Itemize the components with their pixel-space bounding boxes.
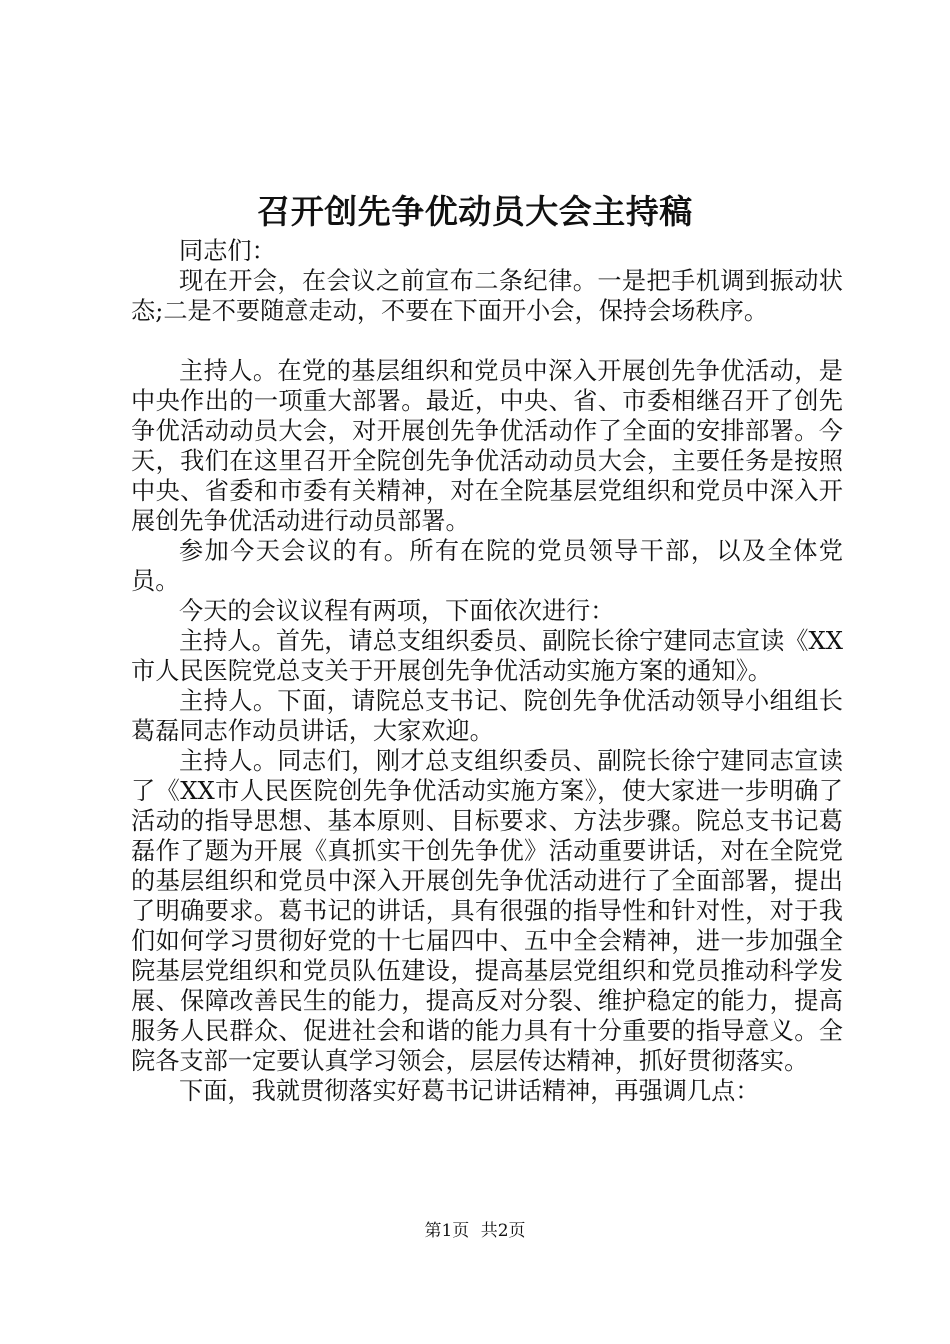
paragraph-agenda: 今天的会议议程有两项，下面依次进行： xyxy=(179,597,615,625)
paragraph-host-intro: 主持人。在党的基层组织和党员中深入开展创先争优活动，是中央作出的一项重大部署。最近，中央、省、市委相继召开了创先争优活动动员大会，对开展创先争优活动作了全面的安排部署。今天，我们在这里召开全院创先争优活动动员大会，主要任务是按照中央、省委和市委有关精神，对在全院基层党组织和党员中深入开展创先争优活动进行动员部署。 xyxy=(131,357,843,535)
page-footer xyxy=(0,1216,950,1241)
document-body xyxy=(131,236,843,1106)
document-title: 召开创先争优动员大会主持稿 xyxy=(257,192,693,231)
paragraph-item-two: 主持人。下面，请院总支书记、院创先争优活动领导小组组长葛磊同志作动员讲话，大家欢迎。 xyxy=(131,687,843,745)
paragraph-salutation: 同志们： xyxy=(179,237,276,265)
page-number-total: 共2页 xyxy=(480,1221,526,1241)
paragraph-attendees: 参加今天会议的有。所有在院的党员领导干部，以及全体党员。 xyxy=(131,537,843,595)
paragraph-discipline: 现在开会，在会议之前宣布二条纪律。一是把手机调到振动状态;二是不要随意走动，不要在下面开小会，保持会场秩序。 xyxy=(131,267,843,325)
paragraph-closing: 下面，我就贯彻落实好葛书记讲话精神，再强调几点： xyxy=(179,1077,760,1105)
paragraph-item-one: 主持人。首先，请总支组织委员、副院长徐宁建同志宣读《XX市人民医院党总支关于开展创先争优活动实施方案的通知》。 xyxy=(131,627,843,685)
paragraph-summary: 主持人。同志们，刚才总支组织委员、副院长徐宁建同志宣读了《XX市人民医院创先争优活动实施方案》，使大家进一步明确了活动的指导思想、基本原则、目标要求、方法步骤。院总支书记葛磊作了题为开展《真抓实干创先争优》活动重要讲话，对在全院党的基层组织和党员中深入开展创先争优活动进行了全面部署，提出了明确要求。葛书记的讲话，具有很强的指导性和针对性，对于我们如何学习贯彻好党的十七届四中、五中全会精神，进一步加强全院基层党组织和党员队伍建设，提高基层党组织和党员推动科学发展、保障改善民生的能力，提高反对分裂、维护稳定的能力，提高服务人民群众、促进社会和谐的能力具有十分重要的指导意义。全院各支部一定要认真学习领会，层层传达精神，抓好贯彻落实。 xyxy=(131,747,843,1075)
page-number-current: 第1页 xyxy=(424,1221,470,1241)
